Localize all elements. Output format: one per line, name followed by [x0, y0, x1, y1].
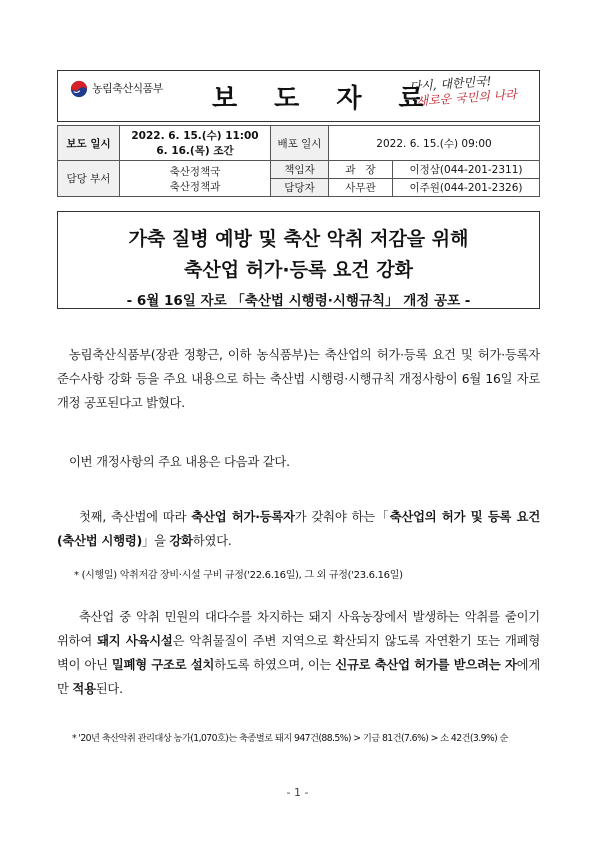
dept-label: 담당 부서	[58, 161, 120, 197]
manager-name: 이정삼(044-201-2311)	[393, 161, 540, 179]
contact-name: 이주원(044-201-2326)	[393, 179, 540, 197]
headline-line-1: 가축 질병 예방 및 축산 악취 저감을 위해	[128, 228, 469, 250]
paragraph-overview: 이번 개정사항의 주요 내용은 다음과 같다.	[69, 455, 290, 469]
dept-line-2: 축산정책과	[169, 180, 221, 193]
p4-bold-b: 돼지 사육시설	[97, 634, 173, 648]
p4-bold-d: 밀폐형 구조로 설치	[111, 658, 215, 672]
p3-bold-b: 축산업 허가·등록자	[191, 510, 295, 524]
p4-text-i: 된다.	[95, 682, 123, 696]
p3-text-g: 하였다.	[192, 534, 232, 548]
manager-label: 책임자	[271, 161, 329, 179]
p4-text-c: 은 악취물질이 주변 지역으로 확산되지 않도록 자연환기 또는 개폐형 벽이 아닌	[57, 634, 540, 672]
contact-label: 담당자	[271, 179, 329, 197]
government-emblem-icon	[70, 80, 88, 98]
p4-bold-f: 신규로 축산업 허가를 받으려는 자	[335, 658, 517, 672]
headline-line-2: 축산업 허가·등록 요건 강화	[184, 259, 413, 281]
ministry-name: 농림축산식품부	[92, 82, 163, 95]
slogan-line-2: 새로운 국민의 나라	[416, 87, 518, 109]
p3-bold-f: 강화	[169, 534, 193, 548]
embargo-line-1: 2022. 6. 15.(수) 11:00	[131, 130, 259, 142]
release-info-table	[57, 125, 540, 197]
embargo-value	[120, 126, 271, 161]
dept-value	[120, 161, 271, 197]
manager-title: 과 장	[329, 161, 393, 179]
p4-text-e: 하도록 하였으며, 이는	[214, 658, 336, 672]
p4-text-a: 축산업 중 악취 민원의 대다수를 차지하는 돼지 사육농장에서 발생하는 악취를 줄이기 위하여	[57, 610, 540, 648]
slogan-line-1: 다시, 대한민국!	[409, 74, 492, 94]
p3-text-c: 가 갖춰야 하는「	[294, 510, 390, 524]
document-title: 보 도 자 료	[212, 84, 438, 114]
p3-text-e: 」을	[142, 534, 170, 548]
embargo-line-2: 6. 16.(목) 조간	[156, 145, 234, 157]
release-label: 배포 일시	[271, 126, 329, 161]
paragraph-pig-facility	[57, 605, 540, 701]
headline-box	[57, 211, 540, 309]
p3-bold-d: 축산업의 허가 및 등록 요건(축산법 시행령)	[57, 510, 541, 548]
contact-title: 사무관	[329, 179, 393, 197]
page-number: - 1 -	[286, 786, 309, 799]
embargo-label: 보도 일시	[58, 126, 120, 161]
paragraph-intro: 농림축산식품부(장관 정황근, 이하 농식품부)는 축산업의 허가·등록 요건 및 허가·등록자 준수사항 강화 등을 주요 내용으로 하는 축산법 시행령·시행규칙 개정사항이 6월 16일 자로 개정 공포된다고 밝혔다.	[57, 348, 540, 410]
paragraph-first-change	[57, 505, 540, 553]
headline-subtitle: - 6월 16일 자로 「축산법 시행령·시행규칙」 개정 공포 -	[126, 293, 471, 309]
p3-text-a: 첫째, 축산법에 따라	[79, 510, 192, 524]
release-value: 2022. 6. 15.(수) 09:00	[329, 126, 540, 161]
footnote-effective-date: * (시행일) 악취저감 장비·시설 구비 규정('22.6.16일), 그 외 규정('23.6.16일)	[74, 570, 403, 581]
dept-line-1: 축산정책국	[169, 165, 221, 178]
footnote-odor-statistics: * '20년 축산악취 관리대상 농가(1,070호)는 축종별로 돼지 947건(88.5%) > 기금 81건(7.6%) > 소 42건(3.9%) 순	[72, 733, 508, 744]
p4-text-g: 에게만	[57, 658, 540, 696]
p4-bold-h: 적용	[72, 682, 96, 696]
